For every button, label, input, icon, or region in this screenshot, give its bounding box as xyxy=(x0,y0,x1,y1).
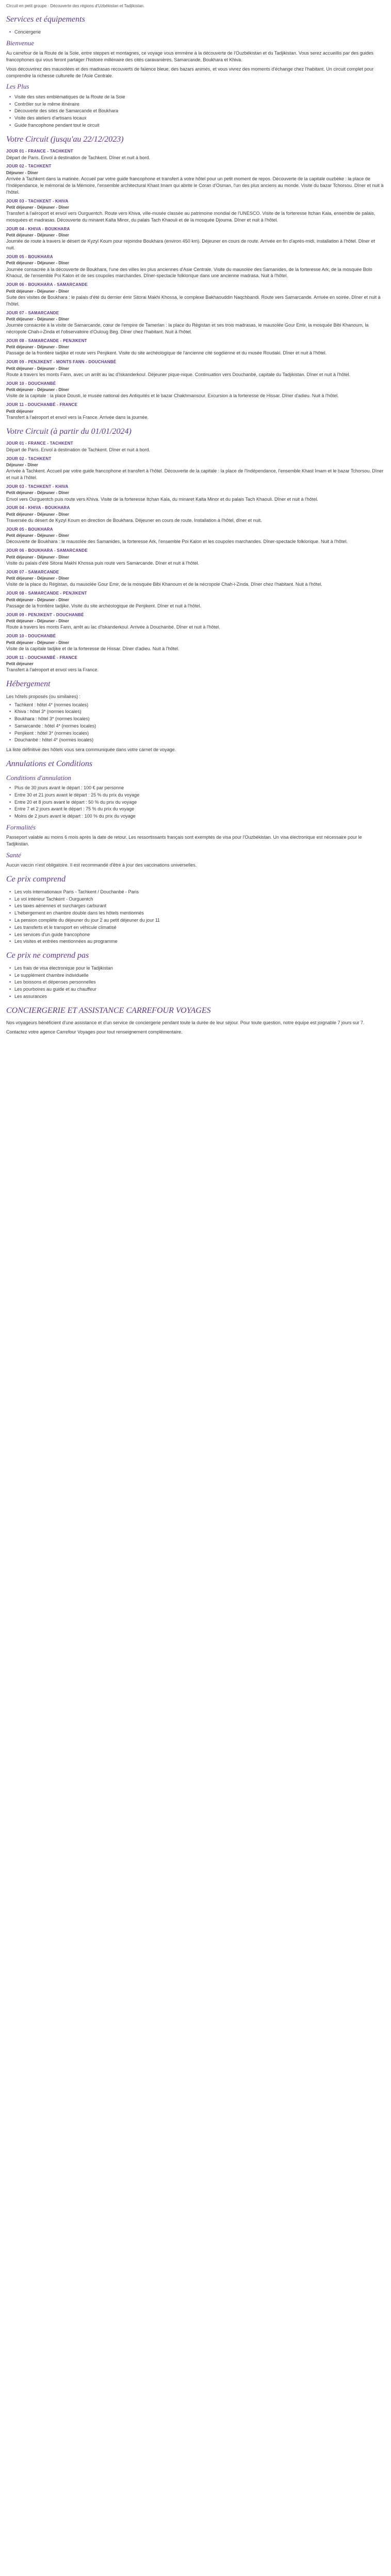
day-block xyxy=(6,359,385,378)
prix-comprend-item: • Les visites et entrées mentionnées au programme xyxy=(9,938,385,945)
annulation-item: • Plus de 30 jours avant le départ : 100 € par personne xyxy=(9,785,385,791)
day-meals: Petit déjeuner xyxy=(6,409,34,414)
bienvenue-paragraph: Vous découvrirez des mausolées et des madrasas recouverts de faïence bleue, des bazars animés, et vous vivrez des moments d'échange chez l'habitant. Un circuit complet pour comprendre la richesse culturelle de l'Asie Centrale. xyxy=(6,66,374,78)
day-heading: JOUR 11 - DOUCHANBÉ - FRANCE xyxy=(6,655,78,660)
day-block xyxy=(6,163,385,195)
services-title: Services et équipements xyxy=(6,15,85,24)
hotel-item: • Penjikent : hôtel 3* (normes locales) xyxy=(9,730,385,737)
hotel-item: • Samarcande : hôtel 4* (normes locales) xyxy=(9,723,385,730)
day-block xyxy=(6,440,385,453)
plus-list xyxy=(9,94,385,129)
day-meals: Déjeuner - Dîner xyxy=(6,170,38,175)
annulation-item: • Entre 7 et 2 jours avant le départ : 75 % du prix du voyage xyxy=(9,806,385,812)
day-text: Journée consacrée à la visite de Samarcande, cœur de l'empire de Tamerlan : la place du Régistan et ses trois madrasas, le mausolée Gour Emir, la mosquée Bibi Khanoum, la nécropole Chah-i-Zinda et l'observatoire d'Ouloug Beg. Dîner chez l'habitant. Nuit à l'hôtel. xyxy=(6,323,369,334)
day-block xyxy=(6,402,385,420)
prix-ne-comprend-title: Ce prix ne comprend pas xyxy=(6,951,89,960)
circuit-b-days xyxy=(6,440,385,673)
day-meals: Petit déjeuner - Déjeuner - Dîner xyxy=(6,533,69,538)
day-block xyxy=(6,633,385,652)
plus-item: • Découverte des sites de Samarcande et Boukhara xyxy=(9,108,385,114)
assurance-text: Nos voyageurs bénéficient d'une assistance et d'un service de conciergerie pendant toute la durée de leur séjour. Pour toute question, notre équipe est joignable 7 jours sur 7. xyxy=(6,1020,365,1026)
prix-comprend-item: • Les taxes aériennes et surcharges carburant xyxy=(9,903,385,909)
day-meals: Petit déjeuner - Déjeuner - Dîner xyxy=(6,366,69,371)
annulation-item: • Entre 20 et 8 jours avant le départ : 50 % du prix du voyage xyxy=(9,799,385,806)
day-heading: JOUR 02 - TACHKENT xyxy=(6,164,52,169)
day-heading: JOUR 07 - SAMARCANDE xyxy=(6,310,59,315)
section-services xyxy=(6,14,385,128)
section-hebergement xyxy=(6,679,385,753)
annulation-sub1: Conditions d'annulation xyxy=(6,773,71,782)
day-heading: JOUR 10 - DOUCHANBÉ xyxy=(6,381,56,386)
prix-comprend-item: • L'hébergement en chambre double dans les hôtels mentionnés xyxy=(9,910,385,917)
day-block xyxy=(6,548,385,566)
hebergement-title: Hébergement xyxy=(6,680,51,689)
annulation-list xyxy=(9,785,385,820)
day-text: Départ de Paris. Envol à destination de Tachkent. Dîner et nuit à bord. xyxy=(6,447,150,452)
day-meals: Petit déjeuner - Déjeuner - Dîner xyxy=(6,554,69,560)
section-prix-comprend xyxy=(6,874,385,945)
annulation-item: • Entre 30 et 21 jours avant le départ : 25 % du prix du voyage xyxy=(9,792,385,799)
day-text: Suite des visites de Boukhara : le palais d'été du dernier émir Sitorai Makhi Khossa, le complexe Bakhaouddin Naqchbandi. Route vers Samarcande. Arrivée en soirée. Dîner et nuit à l'hôtel. xyxy=(6,294,381,307)
day-text: Envol vers Ourguentch puis route vers Khiva. Visite de la forteresse Itchan Kala, du minaret Kalta Minor et du palais Tach Khaouli. Dîner et nuit à l'hôtel. xyxy=(6,496,318,502)
prix-comprend-title: Ce prix comprend xyxy=(6,875,66,884)
annulation-item: • Moins de 2 jours avant le départ : 100 % du prix du voyage xyxy=(9,813,385,820)
day-heading: JOUR 07 - SAMARCANDE xyxy=(6,569,59,574)
day-block xyxy=(6,310,385,335)
annulation-title: Annulations et Conditions xyxy=(6,759,93,768)
day-block xyxy=(6,612,385,631)
day-text: Découverte de Boukhara : le mausolée des Samanides, la forteresse Ark, l'ensemble Poi Kalon et les coupoles marchandes. Dîner-spectacle folklorique. Nuit à l'hôtel. xyxy=(6,539,348,545)
day-block xyxy=(6,527,385,545)
day-meals: Petit déjeuner - Déjeuner - Dîner xyxy=(6,387,69,393)
day-heading: JOUR 09 - PENJIKENT - DOUCHANBÉ xyxy=(6,612,84,617)
day-heading: JOUR 01 - FRANCE - TACHKENT xyxy=(6,149,73,154)
day-meals: Petit déjeuner - Déjeuner - Dîner xyxy=(6,490,69,496)
prix-ne-comprend-item: • Les boissons et dépenses personnelles xyxy=(9,979,385,986)
day-text: Transfert à l'aéroport et envol vers Ourguentch. Route vers Khiva, ville-musée classée au patrimoine mondial de l'UNESCO. Visite de la forteresse Itchan Kala, ensemble de palais, mosquées et madrasas. Découverte du minaret Kalta Minor, du palais Tach Khaouli et de la mosquée Djouma. Dîner et nuit à l'hôtel. xyxy=(6,211,376,223)
sante-text: Aucun vaccin n'est obligatoire. Il est recommandé d'être à jour des vaccinations universelles. xyxy=(6,862,197,868)
prix-ne-comprend-item: • Les pourboires au guide et au chauffeur xyxy=(9,986,385,993)
section-circuit-b xyxy=(6,426,385,673)
plus-item: • Visite des ateliers d'artisans locaux xyxy=(9,115,385,122)
section-circuit-a xyxy=(6,134,385,421)
day-heading: JOUR 06 - BOUKHARA - SAMARCANDE xyxy=(6,282,88,287)
day-meals: Petit déjeuner xyxy=(6,662,34,667)
day-text: Visite de la capitale : la place Dousti, le musée national des Antiquités et le bazar Chakhmansour. Excursion à la forteresse de Hissar. Dîner d'adieu. Nuit à l'hôtel. xyxy=(6,393,339,399)
day-heading: JOUR 10 - DOUCHANBÉ xyxy=(6,634,56,639)
day-text: Journée de route à travers le désert de Kyzyl Koum pour rejoindre Boukhara (environ 450 km). Déjeuner en cours de route. Arrivée en fin d'après-midi, installation à l'hôtel. Dîner et nuit. xyxy=(6,239,375,251)
section-assurance xyxy=(6,1005,385,1036)
hotel-item: • Khiva : hôtel 3* (normes locales) xyxy=(9,708,385,715)
day-block xyxy=(6,505,385,523)
day-text: Passage de la frontière tadjike et route vers Penjikent. Visite du site archéologique de l'ancienne cité sogdienne et du musée Roudaki. Dîner et nuit à l'hôtel. xyxy=(6,350,327,356)
day-meals: Petit déjeuner - Déjeuner - Dîner xyxy=(6,289,69,294)
day-meals: Petit déjeuner - Déjeuner - Dîner xyxy=(6,576,69,581)
prix-comprend-item: • Le vol intérieur Tachkent - Ourguentch xyxy=(9,896,385,903)
circuit-a-title: Votre Circuit (jusqu'au 22/12/2023) xyxy=(6,134,124,144)
prix-comprend-item: • Les transferts et le transport en véhicule climatisé xyxy=(9,924,385,931)
prix-comprend-list xyxy=(9,889,385,945)
day-meals: Petit déjeuner - Déjeuner - Dîner xyxy=(6,597,69,602)
section-annulation xyxy=(6,758,385,869)
formalites-text: Passeport valable au moins 6 mois après la date de retour. Les ressortissants français sont exemptés de visa pour l'Ouzbékistan. Un visa électronique est nécessaire pour le Tadjikistan. xyxy=(6,835,362,847)
day-meals: Petit déjeuner - Déjeuner - Dîner xyxy=(6,261,69,266)
hebergement-note: La liste définitive des hôtels vous sera communiquée dans votre carnet de voyage. xyxy=(6,747,176,753)
prix-ne-comprend-list xyxy=(9,965,385,1000)
day-meals: Petit déjeuner - Déjeuner - Dîner xyxy=(6,512,69,517)
circuit-a-days xyxy=(6,148,385,420)
hotel-item: • Boukhara : hôtel 3* (normes locales) xyxy=(9,716,385,722)
prix-ne-comprend-item: • Le supplément chambre individuelle xyxy=(9,972,385,979)
day-block xyxy=(6,456,385,481)
hotel-item: • Tachkent : hôtel 4* (normes locales) xyxy=(9,702,385,708)
day-text: Visite de la place du Régistan, du mausolée Gour Emir, de la mosquée Bibi Khanoum et de la nécropole Chah-i-Zinda. Dîner chez l'habitant. Nuit à l'hôtel. xyxy=(6,582,322,587)
day-text: Passage de la frontière tadjike. Visite du site archéologique de Penjikent. Dîner et nuit à l'hôtel. xyxy=(6,603,201,608)
day-text: Route à travers les monts Fann, avec un arrêt au lac d'Iskanderkoul. Déjeuner pique-nique. Continuation vers Douchanbé, capitale du Tadjikistan. Dîner et nuit à l'hôtel. xyxy=(6,371,351,377)
intro-text: Circuit en petit groupe · Découverte des régions d'Uzbékistan et Tadjikistan. xyxy=(6,4,145,8)
day-meals: Déjeuner - Dîner xyxy=(6,462,38,467)
day-block xyxy=(6,338,385,357)
day-block xyxy=(6,198,385,224)
day-text: Arrivée à Tachkent dans la matinée. Accueil par votre guide francophone et transfert à votre hôtel pour un petit moment de repos. Découverte de la capitale ouzbèke : la place de l'Indépendance, le mémorial de la Mémoire, l'ensemble architectural Khast Imam qui abrite le Coran d'Osman, l'un des plus anciens au monde. Visite du bazar Tchorsou. Dîner et nuit à l'hôtel. xyxy=(6,176,384,195)
prix-comprend-item: • Les vols internationaux Paris - Tachkent / Douchanbé - Paris xyxy=(9,889,385,895)
day-heading: JOUR 09 - PENJIKENT - MONTS FANN - DOUCHANBÉ xyxy=(6,360,117,365)
day-text: Transfert à l'aéroport et envol vers la France. xyxy=(6,667,99,673)
day-text: Traversée du désert de Kyzyl Koum en direction de Boukhara. Déjeuner en cours de route. Installation à l'hôtel, dîner et nuit. xyxy=(6,517,262,523)
bienvenue-paragraph: Au carrefour de la Route de la Soie, entre steppes et montagnes, ce voyage vous emmène à la découverte de l'Ouzbékistan et du Tadjikistan. Vous serez accueillis par des guides francophones qui vous feront partager l'histoire millénaire des cités caravanières, Samarcande, Boukhara et Khiva. xyxy=(6,50,373,63)
day-block xyxy=(6,282,385,307)
day-heading: JOUR 01 - FRANCE - TACHKENT xyxy=(6,441,73,446)
day-text: Départ de Paris. Envol à destination de Tachkent. Dîner et nuit à bord. xyxy=(6,155,150,160)
assurance-title: CONCIERGERIE ET ASSISTANCE CARREFOUR VOYAGES xyxy=(6,1006,211,1015)
page xyxy=(0,0,391,1044)
prix-comprend-item: • Les services d'un guide francophone xyxy=(9,931,385,938)
day-meals: Petit déjeuner - Déjeuner - Dîner xyxy=(6,316,69,321)
plus-item: • Contrôler sur le même itinéraire xyxy=(9,101,385,108)
plus-item: • Visite des sites emblématiques de la Route de la Soie xyxy=(9,94,385,100)
day-text: Journée consacrée à la découverte de Boukhara, l'une des villes les plus anciennes d'Asie Centrale. Visite du mausolée des Samanides, de la forteresse Ark, de la mosquée Bolo Khaouz, de l'ensemble Poi Kalon et de ses coupoles marchandes. Dîner-spectacle folklorique dans une ancienne madrasa. Nuit à l'hôtel. xyxy=(6,266,372,279)
day-heading: JOUR 06 - BOUKHARA - SAMARCANDE xyxy=(6,548,88,553)
day-block xyxy=(6,148,385,161)
section-prix-ne-comprend xyxy=(6,950,385,1000)
day-text: Transfert à l'aéroport et envol vers la France. Arrivée dans la journée. xyxy=(6,414,149,420)
day-heading: JOUR 05 - BOUKHARA xyxy=(6,527,53,532)
day-text: Arrivée à Tachkent. Accueil par votre guide francophone et transfert à l'hôtel. Découverte de la capitale : la place de l'Indépendance, l'ensemble Khast Imam et le bazar Tchorsou. Dîner et nuit à l'hôtel. xyxy=(6,468,384,481)
day-text: Route à travers les monts Fann, arrêt au lac d'Iskanderkoul. Arrivée à Douchanbé. Dîner et nuit à l'hôtel. xyxy=(6,624,220,630)
day-heading: JOUR 02 - TACHKENT xyxy=(6,456,52,461)
annulation-sub3: Santé xyxy=(6,851,21,859)
circuit-b-title: Votre Circuit (à partir du 01/01/2024) xyxy=(6,427,132,436)
day-block xyxy=(6,484,385,502)
day-block xyxy=(6,655,385,673)
hotel-list xyxy=(9,702,385,744)
bienvenue-text xyxy=(6,50,385,79)
day-heading: JOUR 04 - KHIVA - BOUKHARA xyxy=(6,226,70,231)
day-block xyxy=(6,254,385,279)
day-meals: Petit déjeuner - Déjeuner - Dîner xyxy=(6,233,69,238)
day-heading: JOUR 08 - SAMARCANDE - PENJIKENT xyxy=(6,591,87,596)
service-item: • Conciergerie xyxy=(9,29,385,36)
hebergement-intro: Les hôtels proposés (ou similaires) : xyxy=(6,693,81,699)
hotel-item: • Douchanbé : hôtel 4* (normes locales) xyxy=(9,737,385,743)
prix-ne-comprend-item: • Les frais de visa électronique pour le Tadjikistan xyxy=(9,965,385,972)
day-meals: Petit déjeuner - Déjeuner - Dîner xyxy=(6,345,69,350)
day-block xyxy=(6,569,385,588)
day-heading: JOUR 03 - TACHKENT - KHIVA xyxy=(6,198,69,204)
assurance-contact: Contactez votre agence Carrefour Voyages pour tout renseignement complémentaire. xyxy=(6,1029,183,1035)
day-block xyxy=(6,226,385,251)
plus-item: • Guide francophone pendant tout le circuit xyxy=(9,122,385,129)
day-heading: JOUR 03 - TACHKENT - KHIVA xyxy=(6,484,69,489)
plus-title: Les Plus xyxy=(6,82,29,91)
day-meals: Petit déjeuner - Déjeuner - Dîner xyxy=(6,640,69,645)
day-meals: Petit déjeuner - Déjeuner - Dîner xyxy=(6,619,69,624)
annulation-sub2: Formalités xyxy=(6,823,36,831)
day-heading: JOUR 11 - DOUCHANBÉ - FRANCE xyxy=(6,402,78,408)
prix-ne-comprend-item: • Les assurances xyxy=(9,993,385,1000)
day-heading: JOUR 05 - BOUKHARA xyxy=(6,255,53,259)
day-heading: JOUR 04 - KHIVA - BOUKHARA xyxy=(6,505,70,511)
services-list xyxy=(9,29,385,36)
day-block xyxy=(6,381,385,399)
prix-comprend-item: • La pension complète du déjeuner du jour 2 au petit déjeuner du jour 11 xyxy=(9,917,385,924)
bienvenue-title: Bienvenue xyxy=(6,39,35,47)
day-text: Visite de la capitale tadjike et de la forteresse de Hissar. Dîner d'adieu. Nuit à l'hôtel. xyxy=(6,646,180,651)
day-heading: JOUR 08 - SAMARCANDE - PENJIKENT xyxy=(6,338,87,343)
day-meals: Petit déjeuner - Déjeuner - Dîner xyxy=(6,205,69,210)
day-text: Visite du palais d'été Sitorai Makhi Khossa puis route vers Samarcande. Dîner et nuit à l'hôtel. xyxy=(6,560,199,566)
day-block xyxy=(6,590,385,609)
